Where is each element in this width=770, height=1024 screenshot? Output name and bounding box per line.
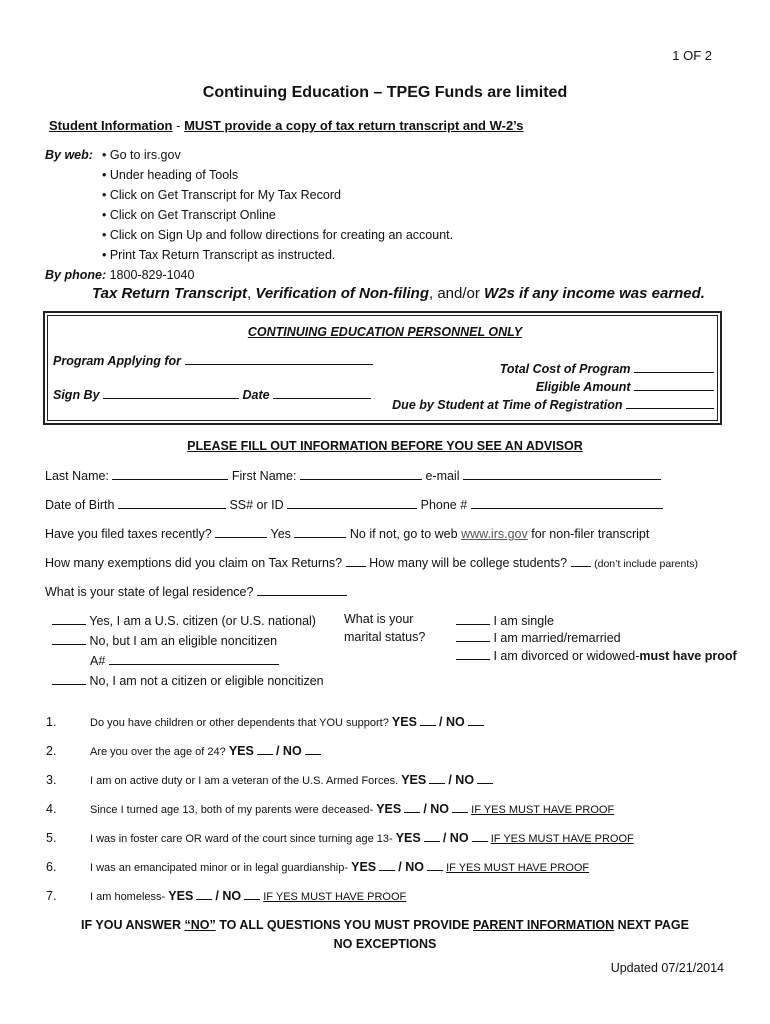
- residence-row: [45, 583, 347, 599]
- married-blank[interactable]: [456, 629, 490, 642]
- question-4-no: / NO: [423, 802, 450, 816]
- total-cost-blank[interactable]: [634, 360, 714, 373]
- question-5-yes-blank[interactable]: [424, 829, 440, 842]
- dob-blank[interactable]: [118, 496, 226, 509]
- taxes-row: [45, 525, 649, 541]
- program-applying-blank[interactable]: [185, 352, 373, 365]
- last-name-label: Last Name:: [45, 469, 109, 483]
- residence-question: What is your state of legal residence?: [45, 585, 254, 599]
- due-by-student-blank[interactable]: [626, 396, 714, 409]
- question-2-yes: YES: [228, 744, 254, 758]
- doc-transcript: Tax Return Transcript: [92, 285, 248, 302]
- student-info-requirement: MUST provide a copy of tax return transcript and W-2’s: [184, 118, 524, 133]
- program-applying-label: Program Applying for: [53, 354, 182, 368]
- question-1-yes-blank[interactable]: [420, 713, 436, 726]
- question-2-yes-blank[interactable]: [257, 742, 273, 755]
- question-7-no-blank[interactable]: [244, 887, 260, 900]
- phone-number: 1800-829-1040: [109, 268, 195, 282]
- notice-parent-info: PARENT INFORMATION: [472, 918, 615, 932]
- by-web-label: By web:: [45, 148, 93, 162]
- not-citizen-label: No, I am not a citizen or eligible noncitizen: [89, 674, 324, 688]
- question-6-yes: YES: [351, 860, 377, 874]
- exemptions-row: [45, 554, 698, 570]
- web-step-3: • Click on Get Transcript for My Tax Record: [102, 188, 341, 202]
- question-4-text: Since I turned age 13, both of my parents were deceased-: [90, 804, 374, 816]
- personnel-heading: CONTINUING EDUCATION PERSONNEL ONLY: [247, 325, 523, 339]
- taxes-yes-blank[interactable]: [215, 525, 267, 538]
- question-6-yes-blank[interactable]: [379, 858, 395, 871]
- question-2-no-blank[interactable]: [305, 742, 321, 755]
- box-date-blank[interactable]: [273, 386, 371, 399]
- doc-nonfiling: Verification of Non-filing: [255, 285, 429, 302]
- residence-blank[interactable]: [257, 583, 347, 596]
- question-3-no-blank[interactable]: [477, 771, 493, 784]
- web-step-5: • Click on Sign Up and follow directions for creating an account.: [102, 228, 454, 242]
- marital-option-single[interactable]: [456, 612, 554, 628]
- citizen-option-3[interactable]: [52, 672, 324, 688]
- eligible-amount-label: Eligible Amount: [535, 380, 631, 394]
- college-students-blank[interactable]: [571, 554, 591, 567]
- question-7-no: / NO: [215, 889, 242, 903]
- due-by-student-field[interactable]: [392, 396, 714, 412]
- question-3: [90, 771, 493, 787]
- exemptions-question: How many exemptions did you claim on Tax Returns?: [45, 556, 343, 570]
- question-2: [90, 742, 321, 758]
- question-5: [90, 829, 634, 845]
- question-7-yes-blank[interactable]: [196, 887, 212, 900]
- sign-by-blank[interactable]: [103, 386, 239, 399]
- program-applying-field[interactable]: [53, 352, 373, 368]
- question-3-yes-blank[interactable]: [429, 771, 445, 784]
- email-label: e-mail: [425, 469, 460, 483]
- question-4: [90, 800, 614, 816]
- by-phone-line: [45, 268, 194, 282]
- question-2-no: / NO: [275, 744, 302, 758]
- taxes-no-blank[interactable]: [294, 525, 346, 538]
- married-label: I am married/remarried: [493, 631, 621, 645]
- divorced-blank[interactable]: [456, 647, 490, 660]
- question-3-text: I am on active duty or I am a veteran of the U.S. Armed Forces.: [90, 775, 399, 787]
- question-5-no: / NO: [442, 831, 469, 845]
- irs-link[interactable]: www.irs.gov: [461, 527, 528, 541]
- college-students-question: How many will be college students?: [369, 556, 568, 570]
- noncitizen-eligible-label: No, but I am an eligible noncitizen: [89, 634, 278, 648]
- question-5-no-blank[interactable]: [472, 829, 488, 842]
- citizen-option-1[interactable]: [52, 612, 316, 628]
- student-info-sep: -: [172, 118, 185, 133]
- footer-notice: [0, 918, 770, 932]
- question-7-proof: IF YES MUST HAVE PROOF: [263, 891, 407, 903]
- taxes-yes-label: Yes: [270, 527, 291, 541]
- question-4-no-blank[interactable]: [452, 800, 468, 813]
- student-info-line: [49, 118, 524, 133]
- doc-w2s: W2s if any income was earned.: [484, 285, 705, 302]
- web-step-6: • Print Tax Return Transcript as instructed.: [102, 248, 336, 262]
- eligible-amount-field[interactable]: [536, 378, 714, 394]
- page-title: Continuing Education – TPEG Funds are limited: [202, 84, 568, 101]
- question-7-text: I am homeless-: [90, 891, 166, 903]
- a-number-blank[interactable]: [109, 652, 279, 665]
- exemptions-blank[interactable]: [346, 554, 366, 567]
- doc-andor: , and/or: [429, 285, 485, 302]
- total-cost-label: Total Cost of Program: [499, 362, 631, 376]
- notice-part2: TO ALL QUESTIONS YOU MUST PROVIDE: [215, 918, 473, 932]
- question-6-no: / NO: [398, 860, 424, 874]
- no-exceptions: NO EXCEPTIONS: [333, 937, 437, 951]
- doc-comma: ,: [247, 285, 256, 302]
- a-number-field[interactable]: [90, 652, 279, 668]
- exemptions-note: (don’t include parents): [594, 558, 699, 570]
- question-4-yes: YES: [376, 802, 402, 816]
- a-number-label: A#: [90, 654, 106, 668]
- question-1-no: / NO: [439, 715, 465, 729]
- due-by-student-label: Due by Student at Time of Registration: [392, 398, 623, 412]
- question-5-yes: YES: [395, 831, 421, 845]
- question-5-text: I was in foster care OR ward of the court since turning age 13-: [90, 833, 393, 845]
- taxes-rest: for non-filer transcript: [531, 527, 650, 541]
- documents-line: [92, 285, 705, 302]
- marital-option-divorced[interactable]: [456, 647, 737, 663]
- email-blank[interactable]: [463, 467, 661, 480]
- question-5-number: 5.: [46, 831, 57, 845]
- ssn-label: SS# or ID: [229, 498, 284, 512]
- notice-part1: IF YOU ANSWER: [81, 918, 185, 932]
- marital-question-line1: What is your: [344, 612, 414, 626]
- question-2-text: Are you over the age of 24?: [90, 746, 226, 758]
- last-name-blank[interactable]: [112, 467, 228, 480]
- page-number: 1 OF 2: [672, 48, 712, 63]
- single-label: I am single: [493, 614, 554, 628]
- notice-no-quoted: “NO”: [184, 918, 216, 932]
- question-1-no-blank[interactable]: [468, 713, 484, 726]
- divorced-proof-label: must have proof: [639, 649, 737, 663]
- single-blank[interactable]: [456, 612, 490, 625]
- box-date-label: Date: [242, 388, 270, 402]
- question-1-number: 1.: [46, 715, 57, 729]
- web-step-4: • Click on Get Transcript Online: [102, 208, 276, 222]
- dob-label: Date of Birth: [45, 498, 115, 512]
- by-phone-label: By phone:: [45, 268, 107, 282]
- citizen-yes-label: Yes, I am a U.S. citizen (or U.S. national): [89, 614, 316, 628]
- question-6-text: I was an emancipated minor or in legal guardianship-: [90, 862, 349, 874]
- web-step-2: • Under heading of Tools: [102, 168, 239, 182]
- question-6: [90, 858, 589, 874]
- first-name-label: First Name:: [231, 469, 297, 483]
- taxes-no-label: No if not, go to web: [349, 527, 458, 541]
- sign-by-label: Sign By: [53, 388, 100, 402]
- updated-date: Updated 07/21/2014: [610, 961, 724, 975]
- question-6-proof: IF YES MUST HAVE PROOF: [446, 862, 590, 874]
- question-7-number: 7.: [46, 889, 57, 903]
- question-6-no-blank[interactable]: [427, 858, 443, 871]
- question-5-proof: IF YES MUST HAVE PROOF: [490, 833, 634, 845]
- eligible-amount-blank[interactable]: [634, 378, 714, 391]
- fill-out-heading: PLEASE FILL OUT INFORMATION BEFORE YOU SEE AN ADVISOR: [187, 439, 583, 453]
- taxes-question: Have you filed taxes recently?: [45, 527, 212, 541]
- question-4-proof: IF YES MUST HAVE PROOF: [471, 804, 615, 816]
- question-7-yes: YES: [168, 889, 194, 903]
- web-step-1: • Go to irs.gov: [102, 148, 181, 162]
- question-1-yes: YES: [391, 715, 417, 729]
- citizen-option-2[interactable]: [52, 632, 277, 648]
- question-3-yes: YES: [401, 773, 427, 787]
- question-1: [90, 713, 484, 729]
- ssn-blank[interactable]: [287, 496, 417, 509]
- name-row: [45, 467, 661, 483]
- total-cost-field[interactable]: [500, 360, 714, 376]
- student-info-heading: Student Information: [49, 118, 173, 133]
- question-2-number: 2.: [46, 744, 57, 758]
- dob-row: [45, 496, 663, 512]
- question-3-no: / NO: [448, 773, 475, 787]
- question-4-yes-blank[interactable]: [404, 800, 420, 813]
- phone-label: Phone #: [420, 498, 468, 512]
- noncitizen-eligible-blank[interactable]: [52, 632, 86, 645]
- phone-blank[interactable]: [471, 496, 663, 509]
- marital-option-married[interactable]: [456, 629, 621, 645]
- marital-question-line2: marital status?: [344, 630, 426, 644]
- citizen-yes-blank[interactable]: [52, 612, 86, 625]
- sign-by-field[interactable]: [53, 386, 371, 402]
- question-6-number: 6.: [46, 860, 57, 874]
- question-7: [90, 887, 406, 903]
- question-4-number: 4.: [46, 802, 57, 816]
- not-citizen-blank[interactable]: [52, 672, 86, 685]
- divorced-label: I am divorced or widowed-: [493, 649, 640, 663]
- question-3-number: 3.: [46, 773, 57, 787]
- notice-part3: NEXT PAGE: [614, 918, 689, 932]
- first-name-blank[interactable]: [300, 467, 422, 480]
- question-1-text: Do you have children or other dependents that YOU support?: [90, 717, 389, 729]
